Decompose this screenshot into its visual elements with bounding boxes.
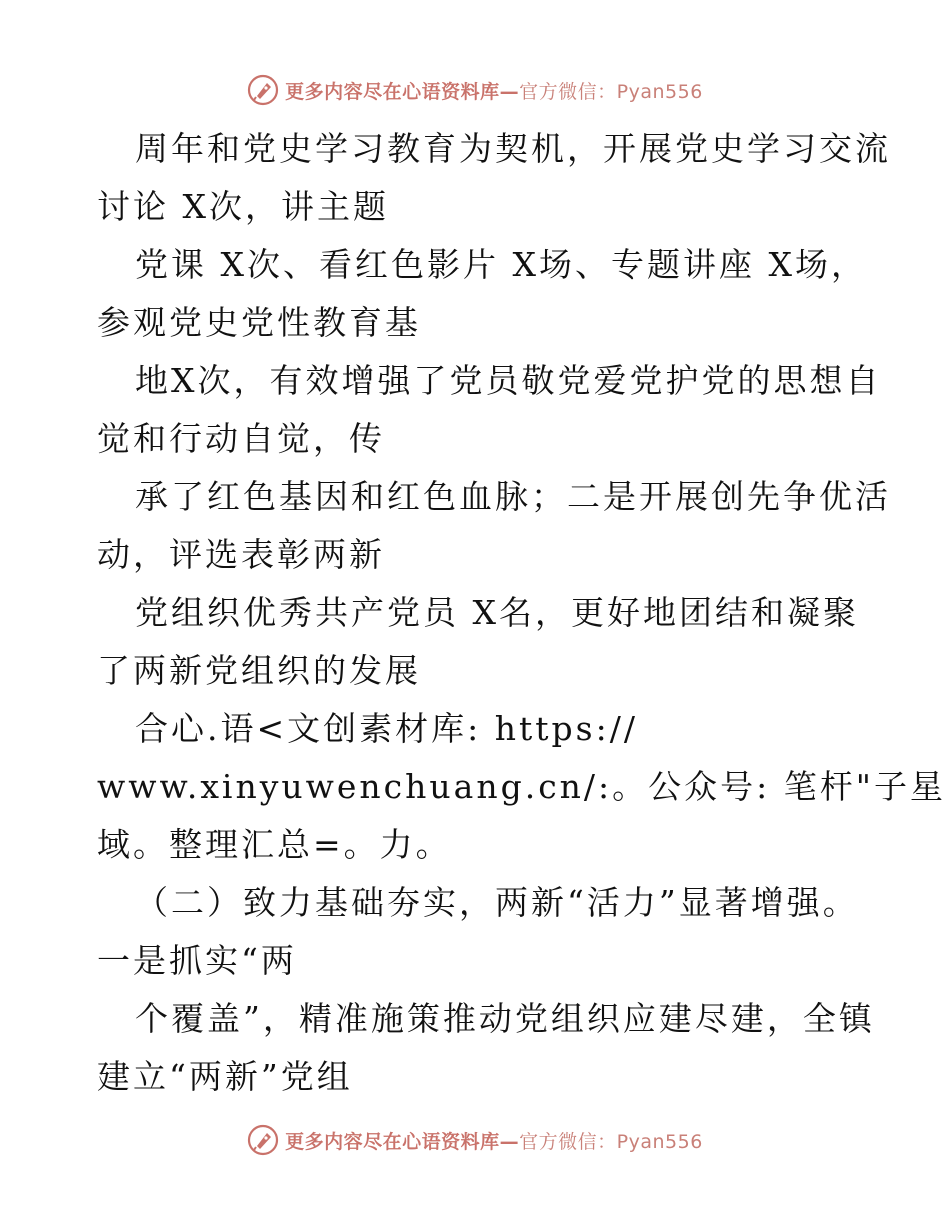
- text-line: 参观党史党性教育基: [97, 303, 421, 342]
- footer-watermark: [0, 1120, 950, 1160]
- text-line: 讨论 X次，讲主题: [97, 187, 389, 226]
- pen-nib-logo-icon: [247, 1124, 279, 1156]
- text-line: 个覆盖”，精准施策推动党组织应建尽建，全镇: [135, 999, 875, 1038]
- text-line: 觉和行动自觉，传: [97, 419, 385, 458]
- text-line: 党组织优秀共产党员 X名，更好地团结和凝聚: [135, 593, 859, 632]
- text-line: 周年和党史学习教育为契机，开展党史学习交流: [135, 129, 891, 168]
- text-line: 建立“两新”党组: [97, 1057, 353, 1096]
- section-heading-line: （二）致力基础夯实，两新“活力”显著增强。: [135, 883, 859, 922]
- text-line: www.xinyuwenchuang.cn/:。公众号: 笔杆"子星: [97, 767, 946, 806]
- document-body: [97, 120, 946, 1106]
- text-line: 一是抓实“两: [97, 941, 297, 980]
- header-watermark: [0, 70, 950, 110]
- text-line: 地X次，有效增强了党员敬党爱党护党的思想自: [135, 361, 882, 400]
- text-line: 承了红色基因和红色血脉；二是开展创先争优活: [135, 477, 891, 516]
- footer-banner-text: 更多内容尽在心语资料库—官方微信：Pyan556: [285, 1130, 703, 1153]
- pen-nib-logo-icon: [247, 74, 279, 106]
- text-line: 动，评选表彰两新: [97, 535, 385, 574]
- header-banner-text: 更多内容尽在心语资料库—官方微信：Pyan556: [285, 80, 703, 103]
- text-line: 合心.语<文创素材库: https://: [135, 709, 638, 748]
- text-line: 了两新党组织的发展: [97, 651, 421, 690]
- text-line: 党课 X次、看红色影片 X场、专题讲座 X场，: [135, 245, 867, 284]
- text-line: 域。整理汇总=。力。: [97, 825, 452, 864]
